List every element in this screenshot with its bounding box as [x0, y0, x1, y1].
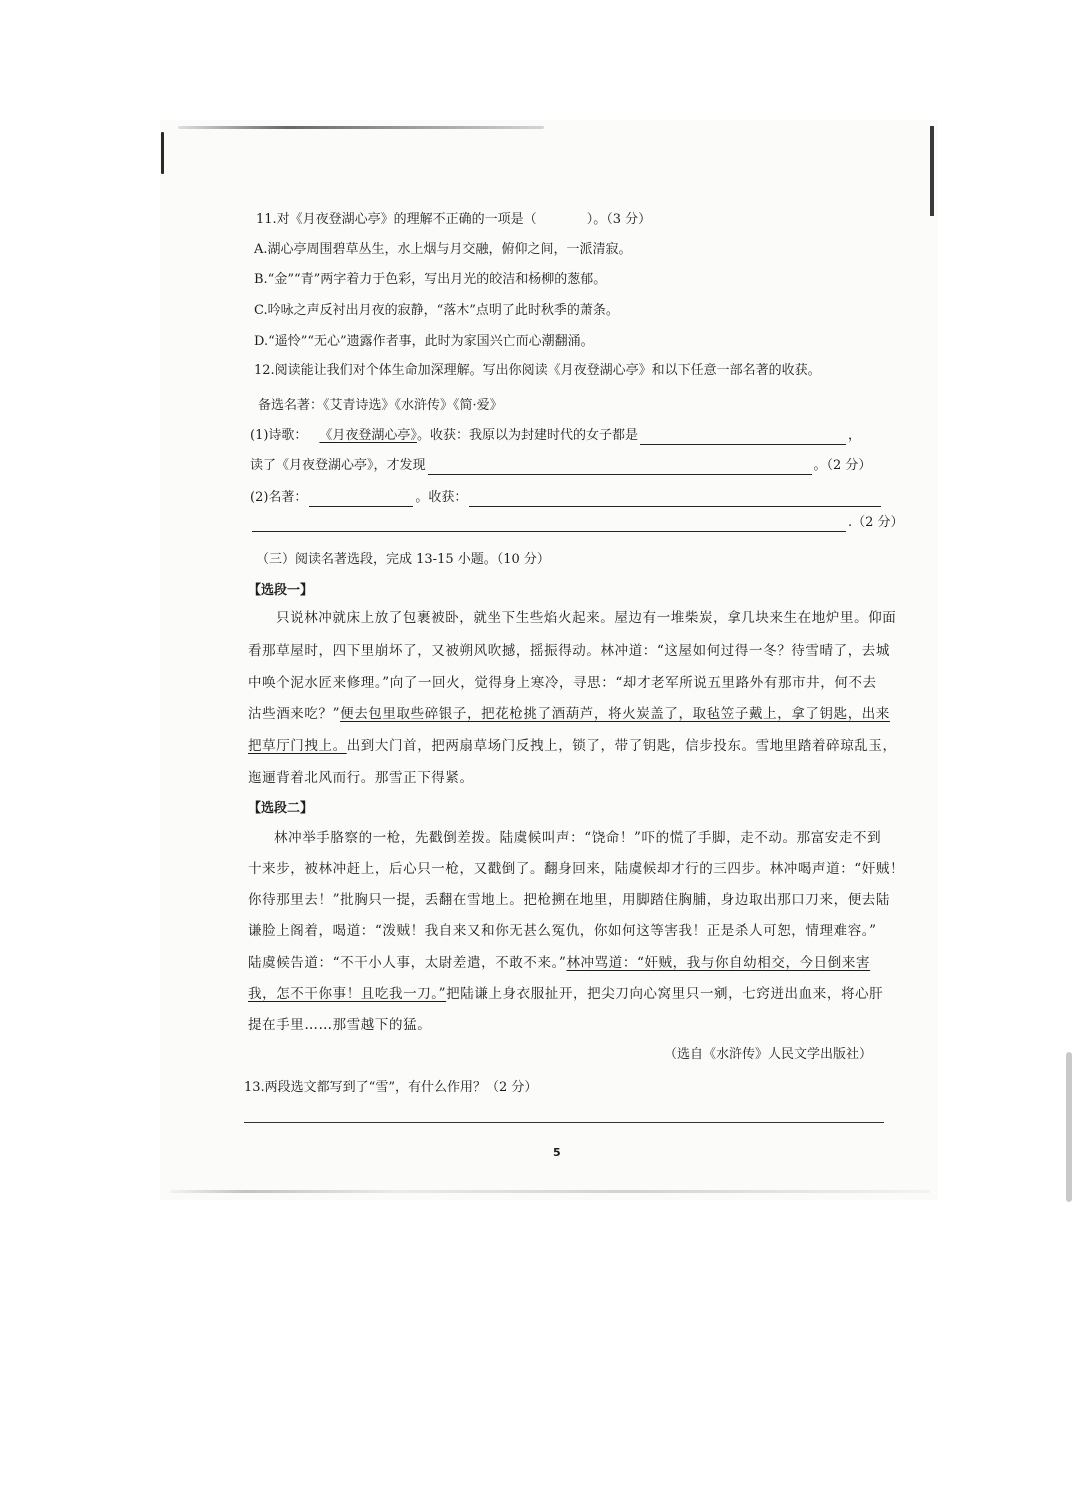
q12-p2-text: 。收获：	[415, 490, 468, 505]
q11-option-d: D.“遥怜”“无心”遗露作者事，此时为家国兴亡而心潮翻涌。	[254, 334, 594, 349]
excerpt2-underlined: 林冲骂道：“奸贼，我与你自幼相交，今日倒来害	[566, 955, 871, 971]
excerpt2-line: 谦脸上阁着，喝道：“泼贼！我自来又和你无甚么冤仇，你如何这等害我！正是杀人可恕，情理难容。”	[248, 923, 877, 939]
q11-option-a: A.湖心亭周围碧草丛生，水上烟与月交融，俯仰之间，一派清寂。	[254, 242, 632, 257]
scan-edge-left	[161, 132, 164, 174]
q12-part2	[250, 489, 883, 507]
q11-score: ）。（3 分）	[586, 212, 652, 227]
q11-stem	[256, 211, 651, 229]
q12-p2-label: (2)名著：	[250, 490, 308, 505]
excerpt1-line: 只说林冲就床上放了包裹被卧，就坐下生些焰火起来。屋边有一堆柴炭，拿几块来生在地炉里。仰面	[276, 610, 897, 626]
excerpt2-line	[248, 954, 870, 972]
q12-p1-comma: ，	[847, 428, 861, 443]
excerpt-source: （选自《水浒传》人民文学出版社）	[664, 1047, 873, 1062]
excerpt1-line	[248, 737, 897, 755]
q11-option-b: B.“金”“青”两字着力于色彩，写出月光的皎洁和杨柳的葱郁。	[254, 272, 607, 287]
excerpt2-line	[248, 985, 883, 1003]
q11-stem-text: 11.对《月夜登湖心亭》的理解不正确的一项是（	[256, 212, 537, 227]
scan-edge-bottom	[170, 1190, 930, 1193]
section3-heading: （三）阅读名著选段，完成 13-15 小题。（10 分）	[256, 552, 550, 567]
excerpt2-line: 你待那里去！”批胸只一提，丢翻在雪地上。把枪搠在地里，用脚踏住胸脯，身边取出那口刀来，便去陆	[248, 892, 890, 908]
excerpt1-line: 迤逦背着北风而行。那雪正下得紧。	[248, 770, 474, 786]
scan-edge-top	[178, 126, 544, 129]
excerpt1-underlined: 便去包里取些碎银子，把花枪挑了酒葫芦，将火炭盖了，取毡笠子戴上，拿了钥匙，出来	[340, 706, 891, 722]
excerpt2-line: 提在手里……那雪越下的猛。	[248, 1017, 432, 1033]
excerpt1-text: 沽些酒来吃？”	[248, 706, 341, 722]
page-number: 5	[553, 1146, 561, 1159]
q12-part2b	[250, 514, 904, 532]
excerpt2-line: 林冲举手胳察的一枪，先戳倒差拨。陆虞候叫声：“饶命！”吓的慌了手脚，走不动。那富安走不到	[274, 830, 882, 846]
answer-blank[interactable]	[252, 517, 846, 532]
q12-part1b	[250, 457, 871, 475]
excerpt2-underlined: 我，怎不干你事！且吃我一刀。”	[248, 986, 447, 1002]
answer-blank[interactable]	[469, 492, 881, 507]
q11-option-c: C.吟咏之声反衬出月夜的寂静，“落木”点明了此时秋季的萧条。	[254, 303, 619, 318]
excerpt2-label: 【选段二】	[248, 801, 314, 816]
excerpt1-text: 出到大门首，把两扇草场门反拽上，锁了，带了钥匙，信步投东。雪地里踏着碎琼乱玉，	[346, 738, 897, 754]
excerpt1-line: 看那草屋时，四下里崩坏了，又被朔风吹撼，摇振得动。林冲道：“这屋如何过得一冬？待雪晴了，去城	[248, 643, 890, 659]
answer-blank[interactable]	[640, 430, 846, 445]
q12-p1-title: 《月夜登湖心亭》	[319, 428, 417, 443]
q12-p1-text: 。收获：我原以为封建时代的女子都是	[416, 428, 638, 443]
answer-blank[interactable]	[428, 460, 812, 475]
scan-edge-right	[930, 126, 934, 216]
answer-line[interactable]	[244, 1122, 884, 1123]
q12-part1	[250, 427, 861, 445]
excerpt1-line	[248, 705, 890, 723]
excerpt2-text: 陆虞候告道：“不干小人事，太尉差遣，不敢不来。”	[248, 955, 567, 971]
excerpt2-line: 十来步，被林冲赶上，后心只一枪，又戳倒了。翻身回来，陆虞候却才行的三四步。林冲喝声道：“奸贼！	[248, 861, 905, 877]
q12-p2b-score: .（2 分）	[848, 515, 904, 530]
q13-stem: 13.两段选文都写到了“雪”，有什么作用？（2 分）	[244, 1080, 538, 1095]
excerpt1-underlined: 把草厅门拽上。	[248, 738, 347, 754]
answer-blank[interactable]	[309, 492, 413, 507]
q12-stem: 12.阅读能让我们对个体生命加深理解。写出你阅读《月夜登湖心亭》和以下任意一部名著的收获。	[254, 363, 821, 378]
q12-p1b-score: 。（2 分）	[813, 458, 872, 473]
excerpt1-line: 中唤个泥水匠来修理。”向了一回火，觉得身上寒冷，寻思：“却才老军所说五里路外有那市井，何不去	[248, 675, 877, 691]
excerpt1-label: 【选段一】	[248, 583, 314, 598]
q12-p1-label: (1)诗歌：	[250, 428, 308, 443]
q12-candidates: 备选名著：《艾青诗选》《水浒传》《简·爱》	[258, 398, 503, 413]
q12-p1b-text: 读了《月夜登湖心亭》，才发现	[250, 458, 426, 473]
excerpt2-text: 把陆谦上身衣服扯开，把尖刀向心窝里只一剜，七窍迸出血来，将心肝	[446, 986, 884, 1002]
scrollbar[interactable]	[1066, 1052, 1072, 1202]
